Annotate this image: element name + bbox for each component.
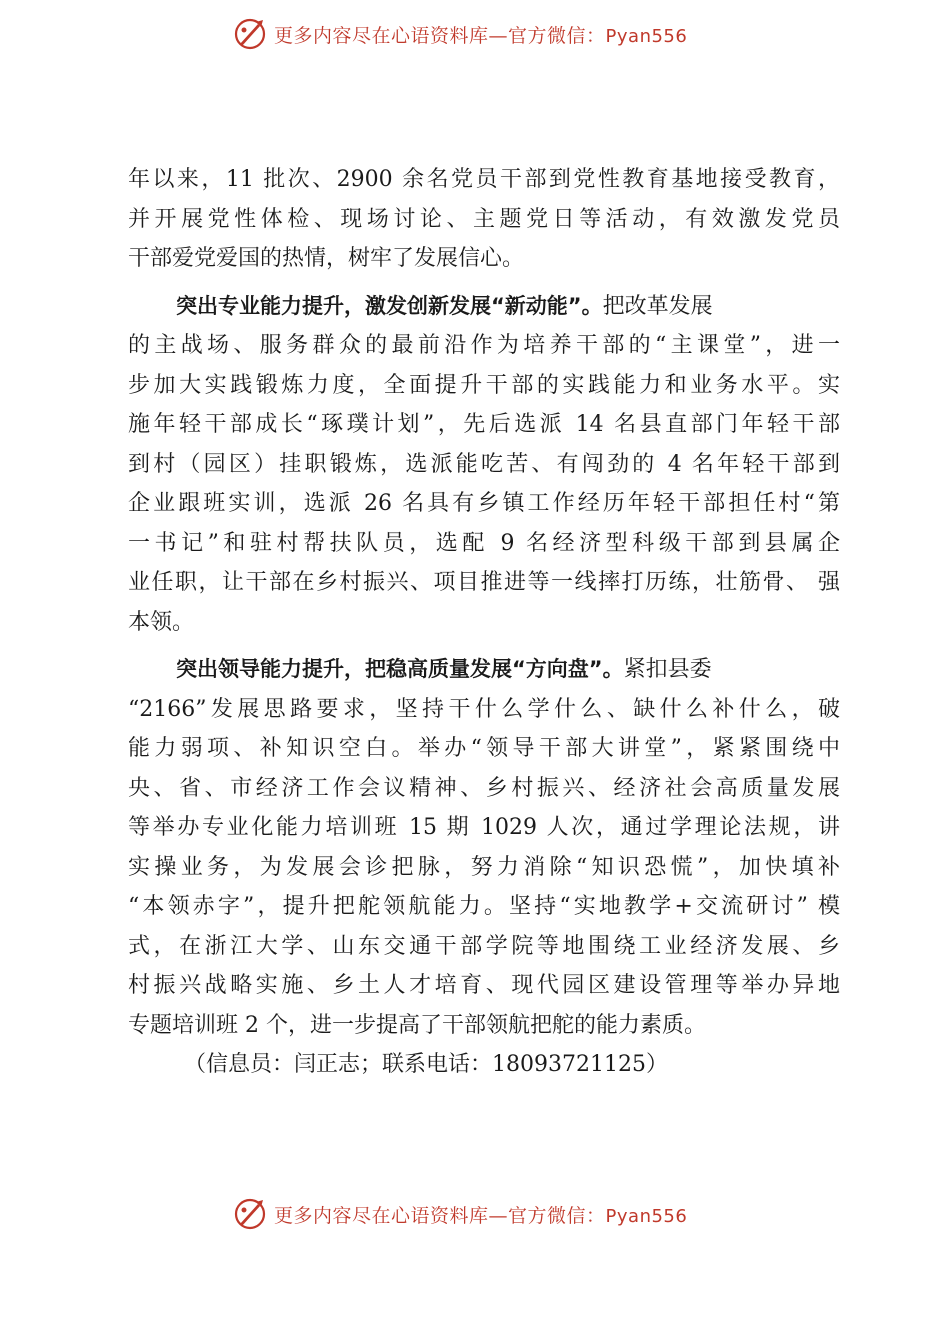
- text-line: 并开展党性体检、现场讨论、主题党日等活动，有效激发党员: [128, 206, 840, 232]
- paragraph-heading: 突出领导能力提升，把稳高质量发展“方向盘”。: [176, 657, 624, 681]
- paragraph-heading: 突出专业能力提升，激发创新发展“新动能”。: [176, 293, 603, 318]
- text-line: 业任职，让干部在乡村振兴、项目推进等一线摔打历练，壮筋骨、 强: [128, 570, 840, 595]
- text-line: 式，在浙江大学、山东交通干部学院等地围绕工业经济发展、乡: [128, 933, 840, 959]
- text-line: 实操业务，为发展会诊把脉，努力消除“知识恐慌”，加快填补: [128, 854, 840, 880]
- text-line: 专题培训班 2 个，进一步提高了干部领航把舵的能力素质。: [128, 1012, 706, 1038]
- footer-banner: [232, 1194, 752, 1234]
- paragraph-2: [128, 287, 840, 643]
- text-line: “2166”发展思路要求，坚持干什么学什么、缺什么补什么，破: [128, 696, 840, 722]
- text-line: 村振兴战略实施、乡土人才培育、现代园区建设管理等举办异地: [128, 973, 840, 998]
- text-line: 步加大实践锻炼力度，全面提升干部的实践能力和业务水平。实: [128, 372, 840, 398]
- header-banner: [232, 14, 752, 54]
- text-line: 等举办专业化能力培训班 15 期 1029 人次，通过学理论法规，讲: [128, 815, 840, 840]
- pen-quill-logo-icon: [232, 1196, 268, 1232]
- text-line: 本领。: [128, 609, 195, 635]
- pen-quill-logo-icon: [232, 16, 268, 52]
- text-line: 央、省、市经济工作会议精神、乡村振兴、经济社会高质量发展: [128, 775, 840, 801]
- document-body: [128, 160, 840, 1085]
- text-line: 到村（园区）挂职锻炼，选派能吃苦、有闯劲的 4 名年轻干部到: [128, 451, 840, 477]
- text-line: 一书记”和驻村帮扶队员，选配 9 名经济型科级干部到县属企: [128, 530, 840, 556]
- text-line: “本领赤字”，提升把舵领航能力。坚持“实地教学+交流研讨” 模: [128, 894, 840, 919]
- text-line: 能力弱项、补知识空白。举办“领导干部大讲堂”，紧紧围绕中: [128, 736, 840, 761]
- text-line: 施年轻干部成长“琢璞计划”，先后选派 14 名县直部门年轻干部: [128, 412, 840, 437]
- text-line: 企业跟班实训，选派 26 名具有乡镇工作经历年轻干部担任村“第: [128, 491, 840, 516]
- text-line: 干部爱党爱国的热情，树牢了发展信心。: [128, 246, 525, 271]
- paragraph-3: [128, 650, 840, 1045]
- text-line: 突出领导能力提升，把稳高质量发展“方向盘”。紧扣县委: [176, 657, 712, 682]
- contact-info: （信息员：闫正志；联系电话：18093721125）: [184, 1052, 668, 1077]
- paragraph-1: [128, 160, 840, 279]
- header-banner-text: 更多内容尽在心语资料库—官方微信：Pyan556: [274, 24, 688, 47]
- footer-banner-text: 更多内容尽在心语资料库—官方微信：Pyan556: [274, 1204, 688, 1227]
- text-line: 年以来，11 批次、2900 余名党员干部到党性教育基地接受教育，: [128, 167, 840, 192]
- text-line: 突出专业能力提升，激发创新发展“新动能”。把改革发展: [176, 293, 713, 319]
- text-line: 的主战场、服务群众的最前沿作为培养干部的“主课堂”，进一: [128, 333, 840, 358]
